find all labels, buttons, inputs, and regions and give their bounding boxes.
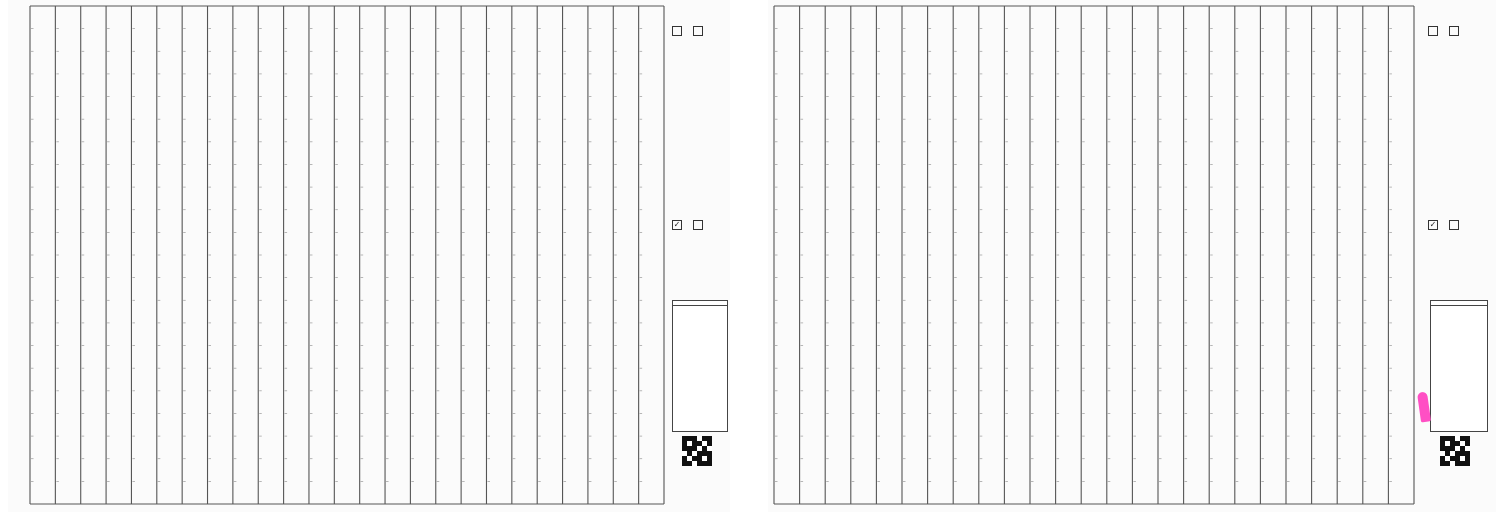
entry-number-box	[672, 300, 728, 432]
category-option[interactable]	[1428, 220, 1438, 233]
sheet-sidebar	[668, 0, 730, 512]
category-option[interactable]	[672, 26, 682, 39]
checkbox[interactable]	[1428, 26, 1438, 36]
qr-code[interactable]	[682, 436, 712, 466]
entry-number-heading	[1431, 301, 1487, 306]
essay-sheet-right	[768, 0, 1496, 512]
checkbox-checked[interactable]: ✓	[673, 220, 681, 229]
category-options	[672, 26, 703, 39]
checkbox-checked[interactable]: ✓	[1429, 220, 1437, 229]
writing-grid-left	[8, 0, 668, 512]
category-option[interactable]	[1449, 26, 1459, 39]
entry-number-heading	[673, 301, 727, 306]
qr-code[interactable]	[1440, 436, 1470, 466]
pink-sticky-tab	[1417, 391, 1431, 422]
essay-sheet-left	[8, 0, 730, 512]
category-option[interactable]	[693, 26, 703, 39]
category-options	[1428, 220, 1459, 233]
checkbox[interactable]	[693, 220, 703, 230]
entry-number-box	[1430, 300, 1488, 432]
writing-grid-right	[768, 0, 1420, 512]
checkbox[interactable]	[672, 26, 682, 36]
category-option[interactable]	[672, 220, 682, 233]
category-option[interactable]	[693, 220, 703, 233]
checkbox[interactable]	[1449, 220, 1459, 230]
checkbox[interactable]	[1449, 26, 1459, 36]
checkbox[interactable]	[693, 26, 703, 36]
category-option[interactable]	[1428, 26, 1438, 39]
category-option[interactable]	[1449, 220, 1459, 233]
sheet-sidebar	[1420, 0, 1496, 512]
category-options	[1428, 26, 1459, 39]
category-options	[672, 220, 703, 233]
